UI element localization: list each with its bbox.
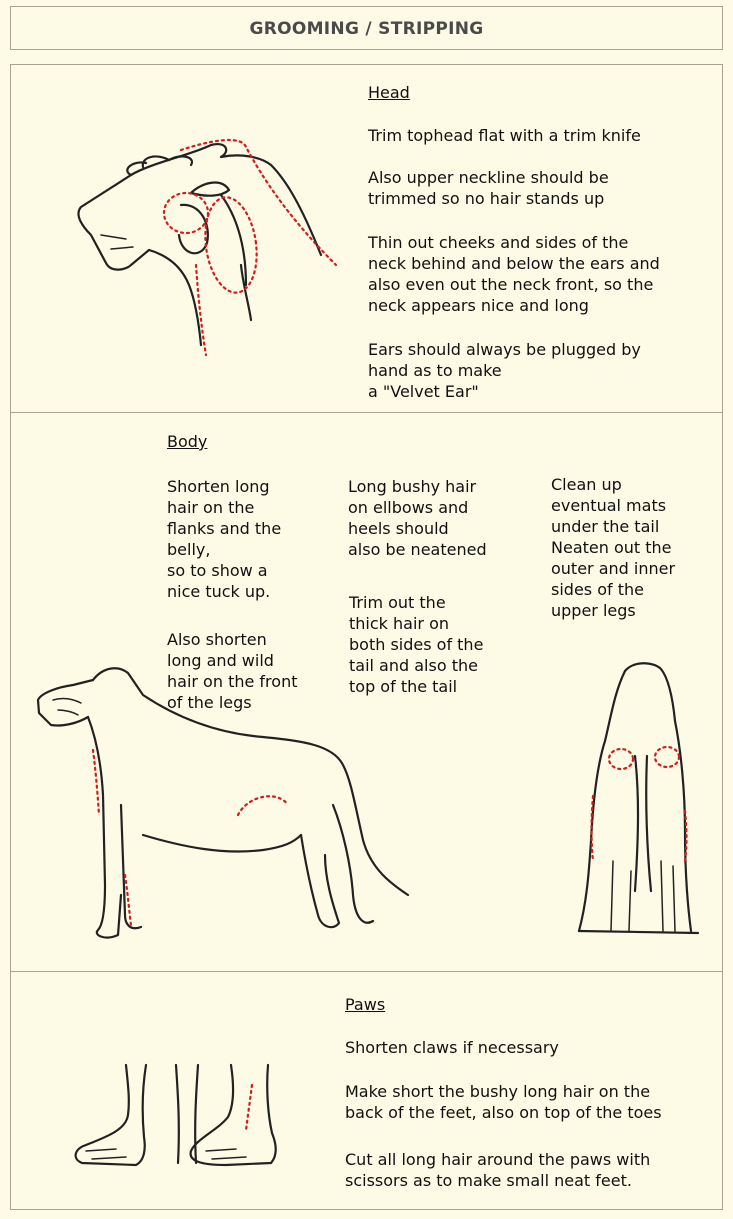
paws-heading: Paws	[345, 995, 386, 1014]
paws-paragraph-1: Shorten claws if necessary	[345, 1038, 559, 1057]
body-col1-paragraph-2: Also shorten long and wild hair on the front of the legs	[167, 630, 298, 712]
body-col3-paragraph-1: Clean up eventual mats under the tail Neaten out the outer and inner sides of the upper legs	[551, 475, 676, 620]
body-col1-paragraph-1: Shorten long hair on the flanks and the belly, so to show a nice tuck up.	[167, 477, 282, 601]
section-divider	[11, 412, 722, 413]
head-paragraph-2: Also upper neckline should be trimmed so no hair stands up	[368, 168, 609, 208]
section-divider	[11, 971, 722, 972]
body-col2-paragraph-1: Long bushy hair on ellbows and heels should also be neatened	[348, 477, 487, 559]
dog-side-view-illustration	[33, 655, 413, 955]
body-heading: Body	[167, 432, 208, 451]
dog-head-illustration	[71, 135, 351, 365]
head-paragraph-4: Ears should always be plugged by hand as to make a "Velvet Ear"	[368, 340, 641, 401]
paws-paragraph-2: Make short the bushy long hair on the back of the feet, also on top of the toes	[345, 1082, 662, 1122]
body-col2-paragraph-2: Trim out the thick hair on both sides of the tail and also the top of the tail	[349, 593, 484, 696]
dog-paws-illustration	[66, 1055, 296, 1175]
content-panel	[10, 64, 723, 1210]
paws-paragraph-3: Cut all long hair around the paws with scissors as to make small neat feet.	[345, 1150, 651, 1190]
title-panel	[10, 6, 723, 50]
head-paragraph-3: Thin out cheeks and sides of the neck behind and below the ears and also even out the neck front, so the neck appears nice and long	[368, 233, 660, 315]
dog-rear-view-illustration	[573, 661, 703, 951]
page-title: GROOMING / STRIPPING	[249, 19, 484, 39]
head-heading: Head	[368, 83, 410, 102]
head-paragraph-1: Trim tophead flat with a trim knife	[368, 126, 641, 145]
